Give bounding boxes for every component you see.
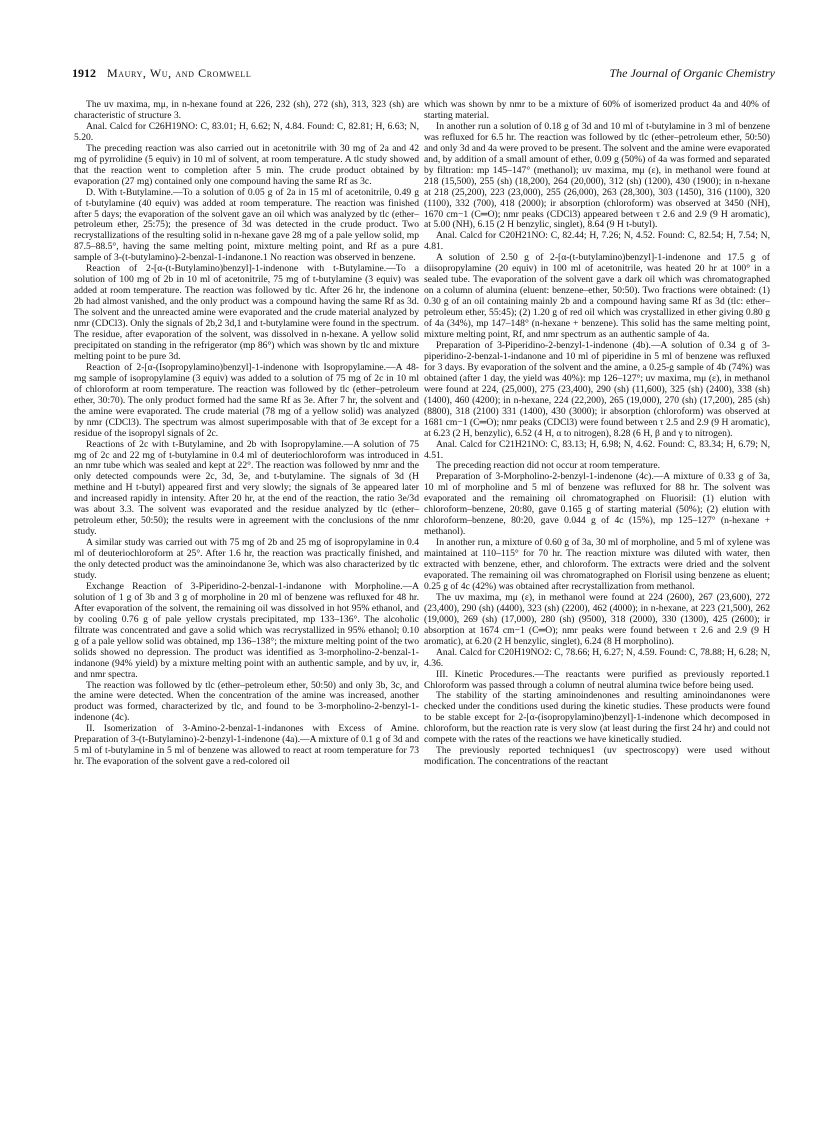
running-authors: Maury, Wu, and Cromwell [107,66,252,80]
paragraph: Reactions of 2c with t-Butylamine, and 2b with Isopropylamine.—A solution of 75 mg of 2c and 22 mg of t-butylamine in 0.4 ml of deuteriochloroform was introduced in an nmr tube which was sealed and kept at 22°. The reaction was followed by nmr and the only detected compounds were 2c, 3d, 3e, and t-butylamine. The signals of 3d (H methine and H t-butyl) appeared first and very slowly; the signals of 3e appeared later and increased rapidly in intensity. After 20 hr, at the end of the reaction, the ratio 3e/3d was about 3.3. The solvent was evaporated and the residue analyzed by tlc (ether–petroleum ether, 50:50); the results were in agreement with the conclusions of the nmr study. [74,438,419,538]
header-left [72,66,251,81]
paragraph: Anal. Calcd for C26H19NO: C, 83.01; H, 6.62; N, 4.84. Found: C, 82.81; H, 6.63; N, 5.20. [74,120,419,143]
paragraph: D. With t-Butylamine.—To a solution of 0.05 g of 2a in 15 ml of acetonitrile, 0.49 g of t-butylamine (40 equiv) was added at room temperature. The reaction was finished after 5 days; the evaporation of the solvent gave an oil which was analyzed by tlc (ether–petroleum ether, 25:75); the presence of 3d was detected in the crude product. Two recrystallizations of the resulting solid in n-hexane gave 28 mg of a pale yellow solid, mp 87.5–88.5°, having the same melting point, mixture melting point, and Rf as a pure sample of 3-(t-butylamino)-2-benzal-1-indanone.1 No reaction was observed in benzene. [74,186,419,264]
paragraph: In another run, a mixture of 0.60 g of 3a, 30 ml of morpholine, and 5 ml of xylene was maintained at 110–115° for 70 hr. The reaction mixture was diluted with water, then extracted with benzene, ether, and chloroform. The extracts were dried and the solvent evaporated. The remaining oil was chromatographed on Florisil using benzene as eluent; 0.25 g of 4c (42%) was obtained after recrystallization from methanol. [424,537,770,592]
paragraph: Anal. Calcd for C21H21NO: C, 83.13; H, 6.98; N, 4.62. Found: C, 83.34; H, 6.79; N, 4.51. [424,438,770,461]
paragraph: Preparation of 3-Morpholino-2-benzyl-1-indenone (4c).—A mixture of 0.33 g of 3a, 10 ml of morpholine and 5 ml of benzene was refluxed for 88 hr. The solvent was evaporated and the remaining oil chromatographed on Fluorisil: (1) elution with chloroform–benzene, 20:80, gave 0.165 g of starting material (50%); (2) elution with chloroform–benzene, 80:20, gave 0.044 g of 4c (15%), mp 125–127° (n-hexane + methanol). [424,471,770,538]
paragraph: Preparation of 3-Piperidino-2-benzyl-1-indenone (4b).—A solution of 0.34 g of 3-piperidino-2-benzal-1-indanone and 10 ml of piperidine in 5 ml of benzene was refluxed for 3 days. By evaporation of the solvent and the amine, a 0.25-g sample of 4b (74%) was obtained (after 1 day, the yield was 40%): mp 126–127°; uv maxima, mμ (ε), in methanol were found at 224, (25,000), 275 (23,400), 290 (sh) (11,600), 325 (sh) (2400), 338 (sh) (1400), 460 (4200); in n-hexane, 224 (22,200), 265 (19,000), 270 (sh) (17,200), 285 (sh) (8800), 318 (2100) 331 (1400), 430 (3000); ir absorption (chloroform) was observed at 1681 cm−1 (C═O); nmr peaks (CDCl3) were found between τ 2.5 and 2.9 (9 H aromatic), at 6.23 (2 H, benzylic), 6.52 (4 H, α to nitrogen), 8.28 (6 H, β and γ to nitrogen). [424,339,770,439]
paragraph: II. Isomerization of 3-Amino-2-benzal-1-indanones with Excess of Amine. Preparation of 3-(t-Butylamino)-2-benzyl-1-indenone (4a).—A mixture of 0.1 g of 3d and 5 ml of t-butylamine in 5 ml of benzene was allowed to react at room temperature for 73 hr. The evaporation of the solvent gave a red-colored oil [74,723,419,768]
right-column [424,100,770,768]
paragraph: The reaction was followed by tlc (ether–petroleum ether, 50:50) and only 3b, 3c, and the amine were detected. When the concentration of the amine was increased, another product was formed, characterized by tlc, and found to be 3-morpholino-2-benzyl-1-indenone (4c). [74,679,419,724]
paragraph: The preceding reaction was also carried out in acetonitrile with 30 mg of 2a and 42 mg of pyrrolidine (5 equiv) in 10 ml of solvent, at room temperature. A tlc study showed that the reaction went to completion after 5 min. The crude product obtained by evaporation (27 mg) contained only one compound having the same Rf as 3c. [74,142,419,187]
paragraph: The preceding reaction did not occur at room temperature. [436,460,661,472]
paragraph: A solution of 2.50 g of 2-[α-(t-butylamino)benzyl]-1-indenone and 17.5 g of diisopropylamine (20 equiv) in 100 ml of acetonitrile, was heated 20 hr at 100° in a sealed tube. The evaporation of the solvent gave a dark oil which was chromatographed on a column of alumina (eluent: benzene–ether, 50:50). Two fractions were obtained: (1) 0.30 g of an oil containing mainly 2b and a compound having same Rf as 3d (tlc: ether–petroleum ether, 55:45); (2) 1.20 g of red oil which was crystallized in ether giving 0.80 g of 4a (34%), mp 147–148° (n-hexane + benzene). This solid has the same melting point, mixture melting point, Rf, and nmr spectrum as an authentic sample of 4a. [424,252,770,341]
paragraph: Anal. Calcd for C20H21NO: C, 82.44; H, 7.26; N, 4.52. Found: C, 82.54; H, 7.54; N, 4.81. [424,230,770,253]
paragraph: which was shown by nmr to be a mixture of 60% of isomerized product 4a and 40% of starting material. [424,99,770,121]
page-number: 1912 [72,66,96,80]
paragraph: Reaction of 2-[α-(t-Butylamino)benzyl]-1-indenone with t-Butylamine.—To a solution of 100 mg of 2b in 10 ml of acetonitrile, 75 mg of t-butylamine (3 equiv) was added at room temperature. The reaction was followed by tlc. After 26 hr, the indenone 2b had almost vanished, and the only product was a compound having the same Rf as 3d. The solvent and the unreacted amine were evaporated and the crude material analyzed by nmr (CDCl3). Only the signals of 2b,2 3d,1 and t-butylamine were found in the spectrum. The residue, after evaporation of the solvent, was dissolved in n-hexane. A yellow solid precipitated on standing in the refrigerator (mp 86°) which was shown by tlc and mixture melting point to be pure 3d. [74,263,419,362]
paragraph: III. Kinetic Procedures.—The reactants were purified as previously reported.1 Chloroform was passed through a column of neutral alumina twice before being used. [424,668,770,691]
journal-title: The Journal of Organic Chemistry [609,66,775,80]
paragraph: A similar study was carried out with 75 mg of 2b and 25 mg of isopropylamine in 0.4 ml of deuteriochloroform at 25°. After 1.6 hr, the reaction was practically finished, and the only detected product was the aminoindanone 3e, which was also characterized by tlc study. [74,537,419,581]
paragraph: The uv maxima, mμ (ε), in methanol were found at 224 (2600), 267 (23,600), 272 (23,400), 290 (sh) (4400), 323 (sh) (2200), 462 (4000); in n-hexane, at 223 (21,500), 262 (19,000), 269 (sh) (17,000), 280 (sh) (9500), 318 (2000), 330 (1300), 425 (2600); ir absorption at 1674 cm−1 (C═O); nmr peaks were found between τ 2.6 and 2.9 (9 H aromatic), at 6.20 (2 H benzylic, singlet), 6.24 (8 H morpholino). [424,591,770,647]
left-column [74,100,419,768]
paragraph: In another run a solution of 0.18 g of 3d and 10 ml of t-butylamine in 3 ml of benzene was refluxed for 6.5 hr. The reaction was followed by tlc (ether–petroleum ether, 50:50) and only 3d and 4a were proved to be present. The solvent and the amine were evaporated and, by addition of a small amount of ether, 0.09 g (50%) of 4a was formed and separated by filtration: mp 145–147° (methanol); uv maxima, mμ (ε), in methanol were found at 218 (15,500), 255 (sh) (18,200), 264 (20,000), 312 (sh) (1200), 430 (1900); in n-hexane at 218 (25,200), 223 (23,000), 255 (26,000), 263 (28,300), 303 (1450), 316 (1100), 320 (1100), 332 (700), 418 (2000); ir absorption (chloroform) was observed at 3450 (NH), 1670 cm−1 (C═O); nmr peaks (CDCl3) appeared between τ 2.6 and 2.9 (9 H aromatic), at 5.00 (NH), 6.15 (2 H benzylic, singlet), 8.64 (9 H t-butyl). [424,120,770,231]
paragraph: The previously reported techniques1 (uv spectroscopy) were used without modification. The concentrations of the reactant [424,745,770,768]
page-header [72,66,775,84]
paragraph: Reaction of 2-[α-(Isopropylamino)benzyl]-1-indenone with Isopropylamine.—A 48-mg sample of isopropylamine (3 equiv) was added to a solution of 75 mg of 2c in 10 ml of chloroform at room temperature. The reaction was followed by tlc (ether–petroleum ether, 30:70). The only product formed had the same Rf as 3e. After 7 hr, the solvent and the amine were evaporated. The crude material (78 mg of a yellow solid) was analyzed by nmr (CDCl3). The spectrum was almost superimposable with that of 3e except for a residue of the isopropyl signals of 2c. [74,361,419,439]
paragraph: Exchange Reaction of 3-Piperidino-2-benzal-1-indanone with Morpholine.—A solution of 1 g of 3b and 3 g of morpholine in 20 ml of benzene was refluxed for 48 hr. After evaporation of the solvent, the remaining oil was dissolved in hot 95% ethanol, and by cooling 0.76 g of pale yellow crystals precipitated, mp 133–136°. The alcoholic filtrate was concentrated and gave a solid which was recrystallized in 95% ethanol; 0.10 g of a pale yellow solid was obtained, mp 136–138°; the mixture melting point of the two solids showed no depression. The product was identified as 3-morpholino-2-benzal-1-indanone (94% yield) by a mixture melting point with an authentic sample, and by uv, ir, and nmr spectra. [74,580,419,680]
paragraph: The stability of the starting aminoindenones and resulting aminoindanones were checked under the conditions used during the kinetic studies. These products were found to be stable except for 2-[α-(isopropylamino)benzyl]-1-indenone which decomposed in chloroform, but the reaction rate is very slow (at least during the first 24 hr) and could not compete with the rates of the reactions we have kinetically studied. [424,690,770,746]
paragraph: The uv maxima, mμ, in n-hexane found at 226, 232 (sh), 272 (sh), 313, 323 (sh) are characteristic of structure 3. [74,99,419,121]
paragraph: Anal. Calcd for C20H19NO2: C, 78.66; H, 6.27; N, 4.59. Found: C, 78.88; H, 6.28; N, 4.36. [424,646,770,669]
